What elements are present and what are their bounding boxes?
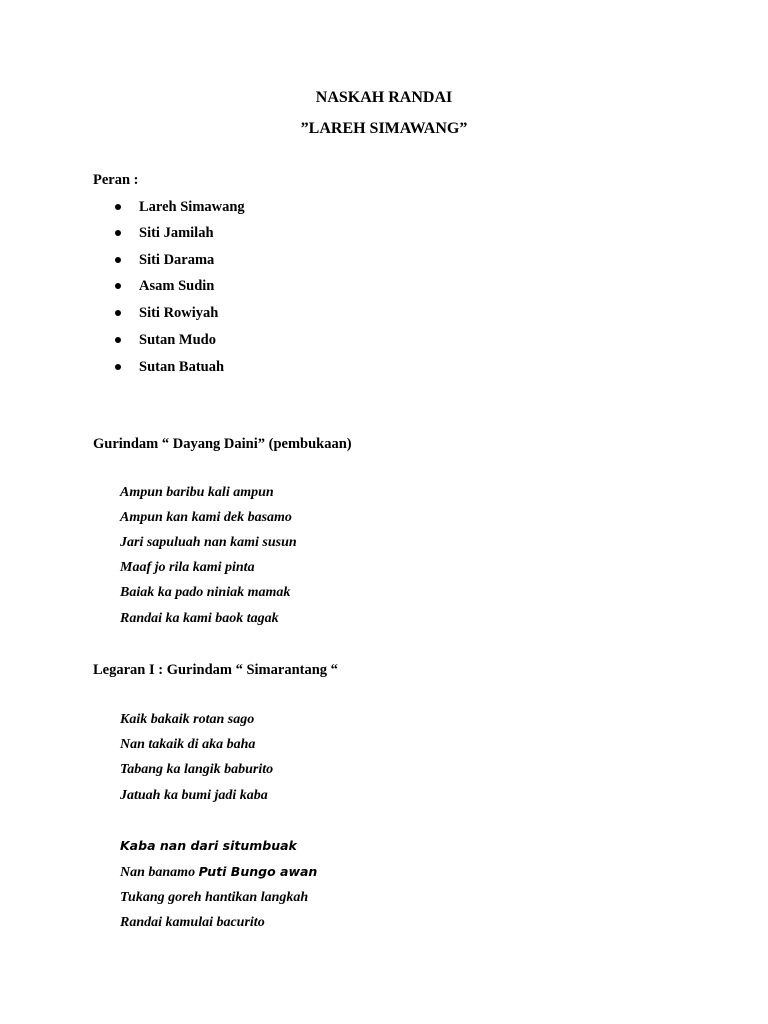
cast-name: Siti Jamilah: [139, 225, 214, 241]
bullet-icon: [115, 310, 121, 316]
verse-line: Randai kamulai bacurito: [120, 915, 265, 930]
verse-line-part: Puti Bungo awan: [198, 864, 318, 879]
verse-line: Jatuah ka bumi jadi kaba: [120, 788, 268, 803]
bullet-icon: [115, 337, 121, 343]
bullet-icon: [115, 230, 121, 236]
verse-line: Baiak ka pado niniak mamak: [120, 585, 291, 600]
cast-name: Sutan Batuah: [139, 359, 225, 375]
bullet-icon: [115, 364, 121, 370]
verse-line: [120, 863, 317, 882]
verse-line: Kaba nan dari situmbuak: [120, 838, 297, 853]
section-heading-legaran: Legaran I : Gurindam “ Simarantang “: [93, 662, 338, 678]
bullet-icon: [115, 257, 121, 263]
cast-name: Siti Rowiyah: [139, 305, 219, 321]
document-subtitle: ”LAREH SIMAWANG”: [300, 120, 468, 137]
cast-name: Asam Sudin: [139, 278, 215, 294]
cast-label: Peran :: [93, 172, 139, 188]
bullet-icon: [115, 283, 121, 289]
verse-line: Maaf jo rila kami pinta: [120, 560, 255, 575]
verse-line: Randai ka kami baok tagak: [120, 611, 279, 626]
verse-line-part: Nan banamo: [120, 865, 199, 880]
cast-name: Siti Darama: [139, 252, 215, 268]
cast-name: Lareh Simawang: [139, 199, 245, 215]
verse-line: Ampun baribu kali ampun: [120, 485, 274, 500]
verse-line: Kaik bakaik rotan sago: [120, 712, 255, 727]
document-title: NASKAH RANDAI: [315, 89, 453, 106]
cast-name: Sutan Mudo: [139, 332, 216, 348]
section-heading-opening: Gurindam “ Dayang Daini” (pembukaan): [93, 436, 352, 452]
verse-line: Jari sapuluah nan kami susun: [120, 535, 297, 550]
bullet-icon: [115, 204, 121, 210]
verse-line: Ampun kan kami dek basamo: [120, 510, 292, 525]
verse-line: Tabang ka langik baburito: [120, 762, 274, 777]
verse-line: Nan takaik di aka baha: [120, 737, 256, 752]
verse-line: Tukang goreh hantikan langkah: [120, 890, 309, 905]
